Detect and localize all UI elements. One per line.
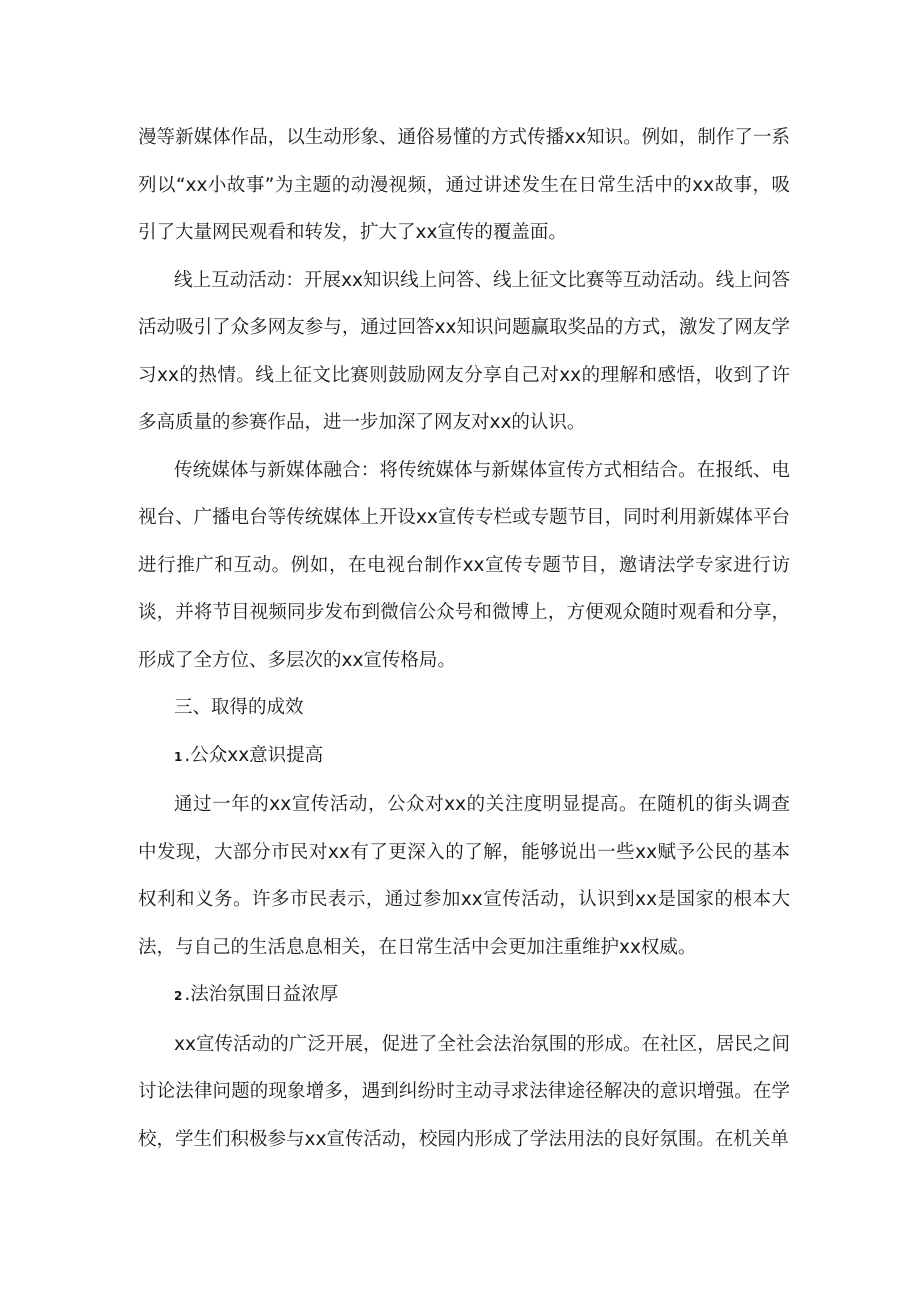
subsection-heading-atmosphere bbox=[138, 971, 790, 1021]
section-heading-results: 三、取得的成效 bbox=[174, 697, 304, 718]
subsection-number: 2 bbox=[174, 989, 183, 1003]
document-body bbox=[138, 114, 790, 1163]
subsection-title: .公众xx意识提高 bbox=[184, 744, 324, 766]
paragraph-media-fusion: 传统媒体与新媒体融合：将传统媒体与新媒体宣传方式相结合。在报纸、电视台、广播电台等传统媒体上开设xx宣传专栏或专题节目，同时利用新媒体平台进行推广和互动。例如，在电视台制作xx宣传专题节目，邀请法学专家进行访谈，并将节目视频同步发布到微信公众号和微博上，方便观众随时观看和分享，形成了全方位、多层次的xx宣传格局。 bbox=[138, 459, 790, 671]
subsection-title: .法治氛围日益浓厚 bbox=[184, 984, 339, 1005]
paragraph-legal-atmosphere: xx宣传活动的广泛开展，促进了全社会法治氛围的形成。在社区，居民之间讨论法律问题的现象增多，遇到纠纷时主动寻求法律途径解决的意识增强。在学校，学生们积极参与xx宣传活动，校园内形成了学法用法的良好氛围。在机关单 bbox=[138, 1033, 790, 1150]
subsection-number: 1 bbox=[174, 749, 183, 764]
paragraph-new-media-works: 漫等新媒体作品，以生动形象、通俗易懂的方式传播xx知识。例如，制作了一系列以“xx小故事”为主题的动漫视频，通过讲述发生在日常生活中的xx故事，吸引了大量网民观看和转发，扩大了xx宣传的覆盖面。 bbox=[138, 127, 790, 243]
subsection-heading-awareness bbox=[138, 732, 790, 782]
paragraph-online-interaction: 线上互动活动：开展xx知识线上问答、线上征文比赛等互动活动。线上问答活动吸引了众多网友参与，通过回答xx知识问题赢取奖品的方式，激发了网友学习xx的热情。线上征文比赛则鼓励网友分享自己对xx的理解和感悟，收到了许多高质量的参赛作品，进一步加深了网友对xx的认识。 bbox=[138, 269, 790, 433]
paragraph-public-awareness: 通过一年的xx宣传活动，公众对xx的关注度明显提高。在随机的街头调查中发现，大部分市民对xx有了更深入的了解，能够说出一些xx赋予公民的基本权利和义务。许多市民表示，通过参加xx宣传活动，认识到xx是国家的根本大法，与自己的生活息息相关，在日常生活中会更加注重维护xx权威。 bbox=[138, 794, 790, 958]
